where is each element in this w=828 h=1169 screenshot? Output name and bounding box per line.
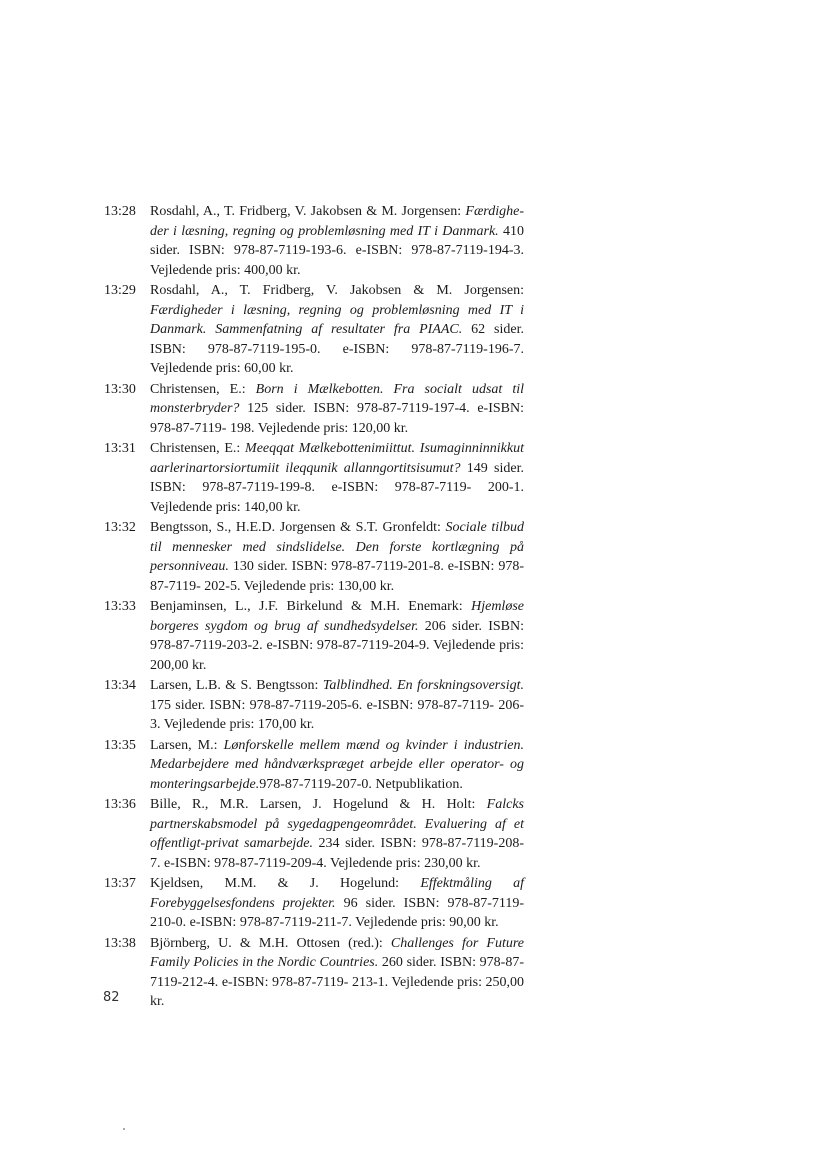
entry-authors: Christensen, E.: (150, 381, 256, 397)
entry-authors: Benjaminsen, L., J.F. Birkelund & M.H. Enemark: (150, 599, 472, 614)
entry-number: 13:33 (104, 599, 136, 614)
entry-title: Falcks partnerskabsmodel på sygedagpengeområdet. Evaluering af et offentligt-privat samarbejde. (150, 797, 524, 851)
entry-text (150, 934, 524, 1012)
entry-details: 149 sider. ISBN: 978-87-7119-199-8. e-ISBN: 978-87-7119- 200-1. Vejledende pris: 140,00 kr. (150, 460, 524, 515)
entry-text (150, 439, 524, 517)
entry-text (150, 281, 524, 379)
publication-entry (104, 439, 536, 517)
publication-entry (104, 934, 536, 1012)
entry-details: 978-87-7119-207-0. Netpublikation. (259, 776, 463, 792)
entry-title: Effektmåling af Forebyggelsesfondens projekter. (150, 876, 524, 911)
entry-title: Sociale tilbud til mennesker med sindslidelse. Den forste kortlægning på personniveau. (150, 520, 524, 574)
scan-speck (123, 1128, 125, 1130)
publication-entry (104, 676, 536, 735)
entry-title: Lønforskelle mellem mænd og kvinder i industrien. Medarbejdere med håndværkspræget arbejde eller operator- og monteringsarbejde. (150, 737, 524, 792)
entry-number: 13:36 (104, 797, 136, 812)
entry-authors: Kjeldsen, M.M. & J. Hogelund: (150, 876, 421, 891)
entry-text (150, 597, 524, 675)
entry-details: 206 sider. ISBN: 978-87-7119-203-2. e-ISBN: 978-87-7119-204-9. Vejledende pris: 200,00 kr. (150, 618, 524, 673)
publication-entry (104, 518, 536, 596)
entry-authors: Christensen, E.: (150, 441, 246, 456)
entry-title: Færdigheder i læsning, regning og problemløsning med IT i Danmark. Sammenfatning af resultater fra PIAAC. (150, 302, 524, 337)
entry-authors: Bengtsson, S., H.E.D. Jorgensen & S.T. Gronfeldt: (150, 520, 446, 535)
entry-number: 13:37 (104, 876, 136, 891)
entry-text (150, 676, 524, 735)
entry-title: Meeqqat Mælkebottenimiittut. Isumaginninnikkut aarlerinartorsiortumiit ileqqunik allanngortitsisumut? (150, 441, 524, 476)
publication-entry (104, 795, 536, 873)
entry-text (150, 518, 524, 596)
page-number: 82 (103, 990, 120, 1005)
entry-authors: Larsen, L.B. & S. Bengtsson: (150, 678, 323, 693)
entry-number: 13:29 (104, 283, 136, 298)
entry-details: 62 sider. ISBN: 978-87-7119-195-0. e-ISBN: 978-87-7119-196-7. Vejledende pris: 60,00 kr. (150, 322, 524, 376)
entry-details: 234 sider. ISBN: 978-87-7119-208-7. e-ISBN: 978-87-7119-209-4. Vejledende pris: 230,00 kr. (150, 836, 524, 871)
entry-text (150, 202, 524, 280)
publication-entry (104, 736, 536, 795)
publication-entry (104, 202, 536, 280)
entry-title: Færdighe-der i læsning, regning og problemløsning med IT i Danmark. (150, 204, 524, 239)
entry-number: 13:38 (104, 935, 136, 951)
entry-number: 13:28 (104, 204, 136, 219)
publication-entry (104, 597, 536, 675)
entry-text (150, 380, 524, 439)
entry-title: Born i Mælkebotten. Fra socialt udsat til monsterbryder? (150, 381, 524, 416)
entry-title: Challenges for Future Family Policies in the Nordic Countries. (150, 935, 524, 970)
entry-authors: Larsen, M.: (150, 737, 224, 753)
entry-text (150, 736, 524, 795)
publication-list (104, 202, 536, 1013)
entry-text (150, 874, 524, 933)
entry-authors: Rosdahl, A., T. Fridberg, V. Jakobsen & M. Jorgensen: (150, 283, 524, 298)
entry-details: 175 sider. ISBN: 978-87-7119-205-6. e-ISBN: 978-87-7119- 206-3. Vejledende pris: 170,00 kr. (150, 697, 524, 732)
entry-number: 13:31 (104, 441, 136, 456)
entry-authors: Bille, R., M.R. Larsen, J. Hogelund & H. Holt: (150, 797, 487, 812)
entry-title: Hjemløse borgeres sygdom og brug af sundhedsydelser. (150, 599, 524, 634)
entry-number: 13:32 (104, 520, 136, 535)
entry-title: Talblindhed. En forskningsoversigt. (322, 678, 524, 693)
entry-authors: Rosdahl, A., T. Fridberg, V. Jakobsen & M. Jorgensen: (150, 204, 466, 219)
publication-entry (104, 281, 536, 379)
entry-number: 13:30 (104, 381, 136, 397)
entry-number: 13:34 (104, 678, 136, 693)
entry-details: 96 sider. ISBN: 978-87-7119-210-0. e-ISBN: 978-87-7119-211-7. Vejledende pris: 90,00 kr. (150, 895, 524, 930)
entry-details: 260 sider. ISBN: 978-87-7119-212-4. e-ISBN: 978-87-7119- 213-1. Vejledende pris: 250,00 kr. (150, 955, 524, 1009)
entry-text (150, 795, 524, 873)
entry-details: 125 sider. ISBN: 978-87-7119-197-4. e-ISBN: 978-87-7119- 198. Vejledende pris: 120,00 kr. (150, 401, 524, 436)
publication-entry (104, 380, 536, 439)
entry-authors: Björnberg, U. & M.H. Ottosen (red.): (150, 935, 391, 951)
publication-entry (104, 874, 536, 933)
entry-details: 130 sider. ISBN: 978-87-7119-201-8. e-ISBN: 978-87-7119- 202-5. Vejledende pris: 130,00 kr. (150, 559, 524, 594)
entry-details: 410 sider. ISBN: 978-87-7119-193-6. e-ISBN: 978-87-7119-194-3. Vejledende pris: 400,00 kr. (150, 223, 525, 278)
entry-number: 13:35 (104, 737, 136, 753)
